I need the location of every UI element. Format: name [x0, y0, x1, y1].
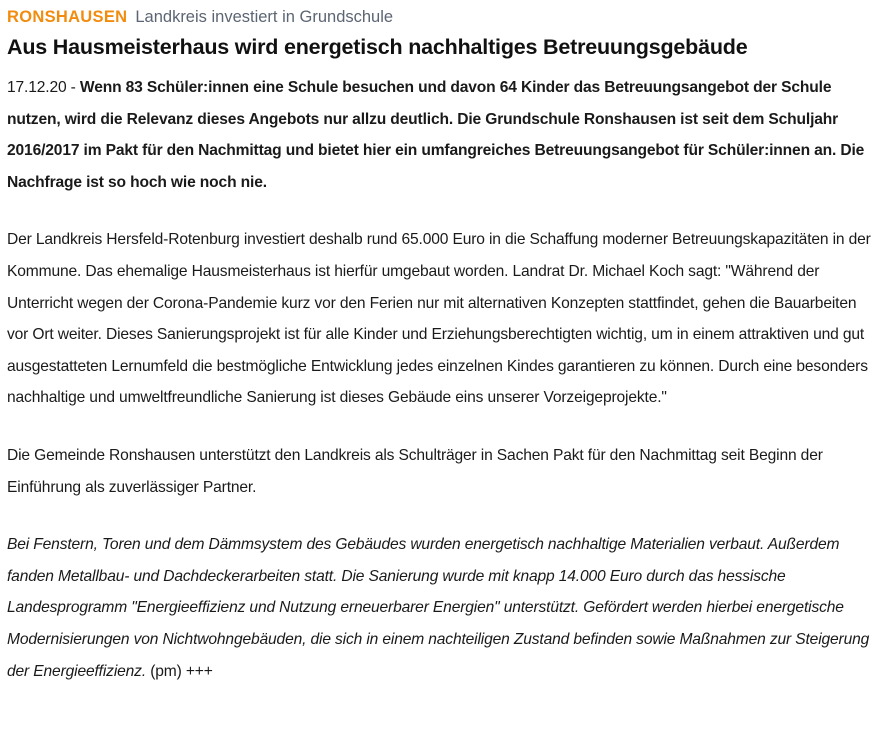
paragraph-3	[7, 529, 873, 687]
article-kicker	[7, 4, 873, 30]
article-date: 17.12.20 -	[7, 79, 80, 96]
paragraph-2: Die Gemeinde Ronshausen unterstützt den Landkreis als Schulträger in Sachen Pakt für den Nachmittag seit Beginn der Einführung als zuverlässiger Partner.	[7, 446, 823, 496]
paragraph-3-suffix: (pm) +++	[146, 662, 213, 680]
lead-text: Wenn 83 Schüler:innen eine Schule besuchen und davon 64 Kinder das Betreuungsangebot der Schule nutzen, wird die Relevanz dieses Angebots nur allzu deutlich. Die Grundschule Ronshausen ist seit dem Schuljahr 2016/2017 im Pakt für den Nachmittag und bietet hier ein umfangreiches Betreuungsangebot für Schüler:innen an. Die Nachfrage ist so hoch wie noch nie.	[7, 79, 865, 191]
paragraph-3-italic: Bei Fenstern, Toren und dem Dämmsystem des Gebäudes wurden energetisch nachhaltige Materialien verbaut. Außerdem fanden Metallbau- und Dachdeckerarbeiten statt. Die Sanierung wurde mit knapp 14.000 Euro durch das hessische Landesprogramm "Energieeffizienz und Nutzung erneuerbarer Energien" unterstützt. Gefördert werden hierbei energetische Modernisierungen von Nichtwohngebäuden, die sich in einem nachteiligen Zustand befinden sowie Maßnahmen zur Steigerung der Energieeffizienz.	[7, 536, 870, 680]
article-title: Aus Hausmeisterhaus wird energetisch nachhaltiges Betreuungsgebäude	[7, 35, 748, 59]
kicker-place: RONSHAUSEN	[7, 8, 128, 26]
paragraph-1: Der Landkreis Hersfeld-Rotenburg investiert deshalb rund 65.000 Euro in die Schaffung moderner Betreuungskapazitäten in der Kommune. Das ehemalige Hausmeisterhaus ist hierfür umgebaut worden. Landrat Dr. Michael Koch sagt: "Während der Unterricht wegen der Corona-Pandemie kurz vor den Ferien nur mit alternativen Konzepten stattfindet, gehen die Bauarbeiten vor Ort weiter. Dieses Sanierungsprojekt ist für alle Kinder und Erziehungsberechtigten wichtig, um in einem attraktiven und gut ausgestatteten Lernumfeld die bestmögliche Entwicklung jedes einzelnen Kindes garantieren zu können. Durch eine besonders nachhaltige und umweltfreundliche Sanierung ist dieses Gebäude eins unserer Vorzeigeprojekte."	[7, 231, 871, 407]
article-lead	[7, 72, 873, 198]
kicker-subtitle: Landkreis investiert in Grundschule	[135, 8, 394, 26]
